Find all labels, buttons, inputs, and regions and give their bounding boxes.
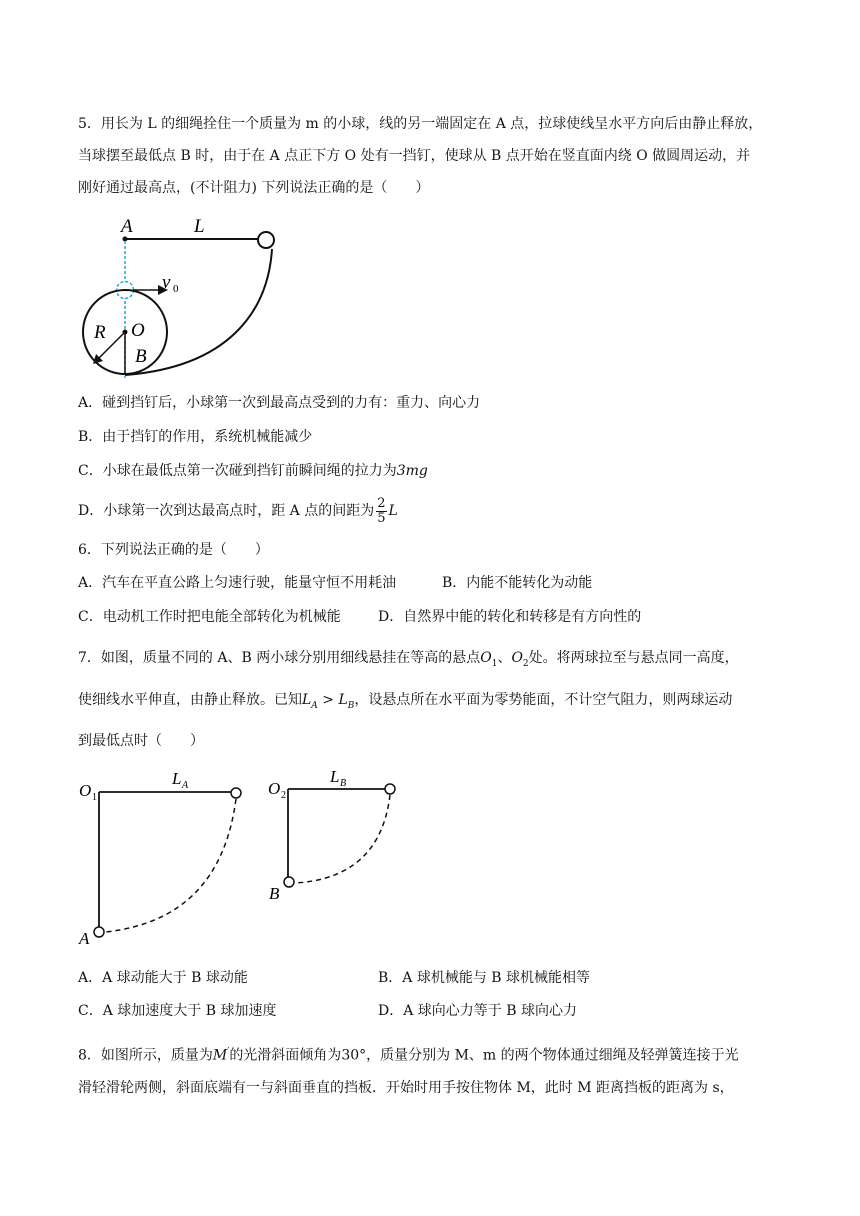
fig7-label-la: L [172,769,182,788]
q5-option-b: B．由于挡钉的作用，系统机械能减少 [78,429,313,445]
q7-option-a: A．A 球动能大于 B 球动能 [78,970,248,986]
fig7-label-o1: O [79,781,92,800]
q8-stem-line1 [78,1042,739,1066]
q7-stem-text: 使细线水平伸直，由静止释放。已知 [78,692,302,708]
q7-sep: 、 [497,650,512,666]
q6-option-a: A．汽车在平直公路上匀速行驶，能量守恒不用耗油 [78,575,397,591]
q7-o2-sub: 2 [522,658,529,669]
q8-angle: 30° [341,1047,367,1064]
q8-stem-text: 的光滑斜面倾角为 [229,1047,342,1064]
fig5-label-v: v [162,272,171,293]
q8-m-prime: M [212,1047,228,1064]
q7-la: L [302,692,312,708]
q6-option-c: C．电动机工作时把电能全部转化为机械能 [78,609,341,625]
q7-stem-text: 7．如图，质量不同的 A、B 两小球分别用细线悬挂在等高的悬点 [78,650,481,666]
fig7-label-b: B [269,884,280,903]
fig7-label-lb-sub: B [340,778,347,789]
fig7-label-o2-sub: 2 [281,790,286,801]
fig5-label-O: O [131,320,145,341]
q6-option-d: D．自然界中能的转化和转移是有方向性的 [378,609,642,625]
q8-m-prime-sup: ′ [227,1047,230,1057]
fig5-label-R: R [94,322,106,343]
q5-option-d-text: D．小球第一次到达最高点时，距 A 点的间距为 [78,503,375,519]
q7-stem-text-end: 处。将两球拉至与悬点同一高度， [528,650,739,666]
fraction-denominator: 5 [377,510,386,526]
fig7-label-o2: O [268,779,281,798]
fig5-label-B: B [135,346,147,367]
q5-option-d-var: L [388,503,398,519]
q6-stem: 6．下列说法正确的是（ ） [78,542,269,558]
q7-stem-line1 [78,648,739,674]
q7-stem-line3: 到最低点时（ ） [78,733,204,749]
q7-lb-sub: B [347,700,355,711]
q5-stem-line2: 当球摆至最低点 B 时，由于在 A 点正下方 O 处有一挡钉，使球从 B 点开始在竖直面内绕 O 做圆周运动，并 [78,148,751,164]
q8-stem-line2: 滑轻滑轮两侧，斜面底端有一与斜面垂直的挡板．开始时用手按住物体 M，此时 M 距离挡板的距离为 s， [78,1080,734,1096]
q5-option-a: A．碰到挡钉后，小球第一次到最高点受到的力有：重力、向心力 [78,395,481,411]
q5-figure [78,212,288,384]
q5-stem-line1: 5．用长为 L 的细绳拴住一个质量为 m 的小球，线的另一端固定在 A 点，拉球使线呈水平方向后由静止释放， [78,116,763,132]
q7-option-d: D．A 球向心力等于 B 球向心力 [378,1003,577,1019]
q7-o1: O [480,650,492,666]
q7-lb: L [338,692,348,708]
fig5-label-A: A [121,216,133,237]
q5-option-d [78,494,398,528]
q7-stem-line2 [78,690,732,716]
fig5-label-v-sub: 0 [173,283,179,295]
q5-option-c-value: 3mg [396,463,428,479]
q7-option-c: C．A 球加速度大于 B 球加速度 [78,1003,277,1019]
q8-stem-text: 8．如图所示，质量为 [78,1047,213,1064]
q7-la-sub: A [311,700,318,711]
fig7-label-la-sub: A [182,780,189,791]
fraction-numerator: 2 [377,495,386,511]
q6-option-b: B．内能不能转化为动能 [442,575,593,591]
q5-stem-line3: 刚好通过最高点，(不计阻力) 下列说法正确的是（ ） [78,180,430,196]
q5-option-c-text: C．小球在最低点第一次碰到挡钉前瞬间绳的拉力为 [78,463,397,479]
q7-o2: O [511,650,523,666]
fig7-label-o1-sub: 1 [92,792,97,803]
q7-o1-sub: 1 [491,658,498,669]
q8-stem-text-end: ，质量分别为 M、m 的两个物体通过细绳及轻弹簧连接于光 [366,1047,739,1064]
q5-option-d-fraction [376,497,386,526]
fig5-label-L: L [194,216,205,237]
fig7-label-lb: L [330,767,340,786]
q7-gt: > [317,692,339,708]
q7-stem-text-end: ，设悬点所在水平面为零势能面，不计空气阻力，则两球运动 [354,692,733,708]
q7-figure [70,760,420,950]
q5-option-c [78,461,428,481]
q7-option-b: B．A 球机械能与 B 球机械能相等 [378,970,591,986]
fig7-label-a: A [79,929,90,948]
